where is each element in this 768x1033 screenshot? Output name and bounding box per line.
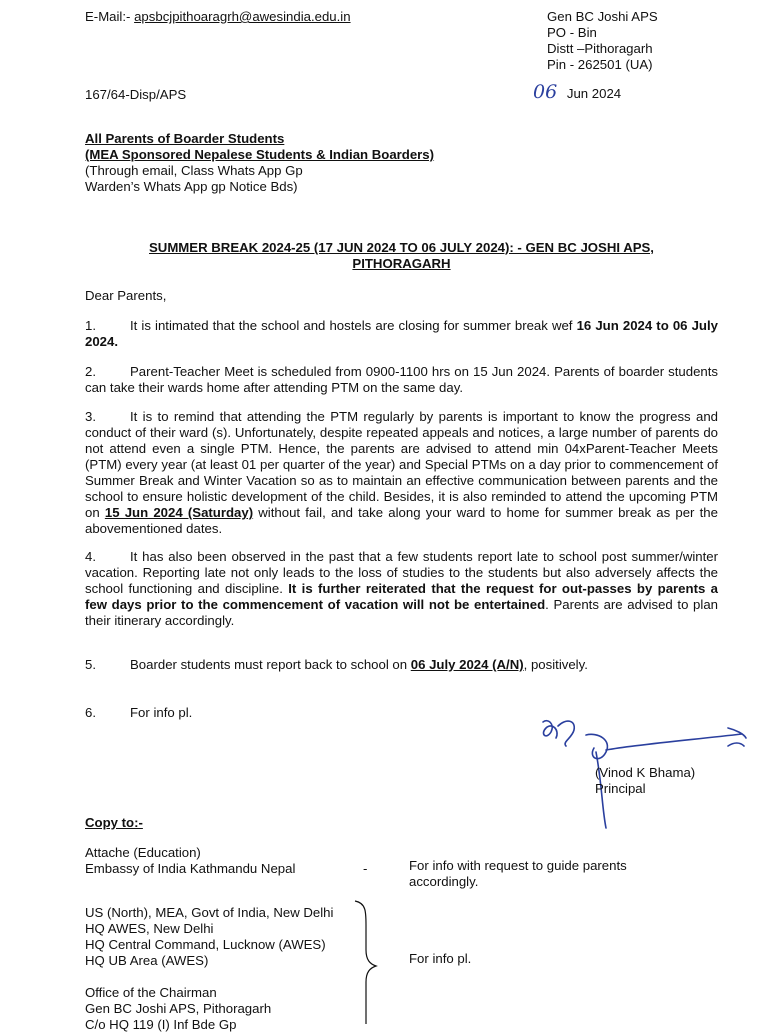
recipient-line: Office of the Chairman (85, 985, 217, 1000)
address-line: Distt –Pithoragarh (547, 41, 653, 56)
paragraph-text: without fail, and take along your ward to home for summer break as per the abovementioned dates. (85, 505, 718, 536)
copy-to-heading: Copy to:- (85, 815, 143, 830)
recipient-line: HQ UB Area (AWES) (85, 953, 209, 968)
paragraph-bold-underline: 15 Jun 2024 (Saturday) (104, 505, 254, 520)
paragraph-number: 3. (85, 409, 96, 424)
signature-block (595, 765, 695, 797)
paragraph-text: It is to remind that attending the PTM regularly by parents is important to know the progress and conduct of their ward (s). Unfortunately, despite repeated appeals and notices, a large number of parents do not attend even a single PTM. Hence, the parents are advised to attend min 04xParent-Teacher Meets (PTM) every year (at least 01 per quarter of the year) and Special PTMs on a day prior to commencement of Summer Break and Winter Vacation so as to maintain an effective communication between parents and the school to ensure holistic development of the child. Besides, it is also reminded to attend the upcoming PTM on (85, 409, 718, 520)
group-1-dash: - (363, 861, 368, 876)
paragraph-text: . Parents are advised to plan their itinerary accordingly. (85, 597, 718, 628)
handwritten-day: 06 (533, 81, 558, 103)
paragraph-bold: It is further reiterated that the request for out-passes by parents a few days prior to the commencement of vacation will not be entertained (85, 581, 718, 612)
paragraph-bold-underline: 06 July 2024 (A/N) (410, 657, 524, 672)
copy-to-group-1 (85, 845, 295, 877)
addressee-line: (MEA Sponsored Nepalese Students & Indian Boarders) (85, 147, 435, 162)
recipient-line: US (North), MEA, Govt of India, New Delhi (85, 905, 334, 920)
recipient-line: HQ Central Command, Lucknow (AWES) (85, 937, 326, 952)
addressee-line: (Through email, Class Whats App Gp (85, 163, 303, 178)
recipient-line: Attache (Education) (85, 845, 201, 860)
date-month-year: Jun 2024 (566, 86, 622, 101)
recipient-line: Embassy of India Kathmandu Nepal (85, 861, 296, 876)
signatory-title: Principal (595, 781, 646, 796)
subject-line: SUMMER BREAK 2024-25 (17 JUN 2024 TO 06 JULY 2024): - GEN BC JOSHI APS, (149, 240, 654, 255)
recipient-line: HQ AWES, New Delhi (85, 921, 214, 936)
subject-line: PITHORAGARH (352, 256, 451, 271)
email-link[interactable]: apsbcjpithoaragrh@awesindia.edu.in (134, 9, 351, 24)
group-2-note: For info pl. (409, 951, 472, 966)
address-line: PO - Bin (547, 25, 597, 40)
paragraph-text: Parent-Teacher Meet is scheduled from 0900-1100 hrs on 15 Jun 2024. Parents of boarder students can take their wards home after attending PTM on the same day. (85, 364, 718, 395)
paragraph-bold: 16 Jun 2024 to 06 July 2024. (85, 318, 718, 349)
paragraph-number: 2. (85, 364, 96, 379)
paragraph-number: 6. (85, 705, 96, 720)
email-label: E-Mail:- (85, 9, 135, 24)
address-line: Pin - 262501 (UA) (547, 57, 653, 72)
recipient-line: C/o HQ 119 (I) Inf Bde Gp (85, 1017, 237, 1032)
paragraph-text: It is intimated that the school and hostels are closing for summer break wef (130, 318, 577, 333)
paragraph-number: 1. (85, 318, 96, 333)
paragraph-text: Boarder students must report back to school on (130, 657, 411, 672)
address-line: Gen BC Joshi APS (547, 9, 658, 24)
paragraph-text: For info pl. (130, 705, 193, 720)
signatory-name: (Vinod K Bhama) (595, 765, 696, 780)
paragraph-text: , positively. (523, 657, 588, 672)
addressee-line: Warden’s Whats App gp Notice Bds) (85, 179, 298, 194)
reference-number: 167/64-Disp/APS (85, 87, 187, 102)
paragraph-number: 5. (85, 657, 96, 672)
recipient-line: Gen BC Joshi APS, Pithoragarh (85, 1001, 272, 1016)
addressee-line: All Parents of Boarder Students (85, 131, 285, 146)
group-1-note (409, 858, 627, 890)
note-line: accordingly. (409, 874, 479, 889)
paragraph-number: 4. (85, 549, 96, 564)
note-line: For info with request to guide parents (409, 858, 627, 873)
paragraph-text: It has also been observed in the past that a few students report late to school post summer/winter vacation. Reporting late not only leads to the loss of studies to the students but also adversely affects the school functioning and discipline. (85, 549, 718, 596)
copy-to-group-3 (85, 985, 271, 1033)
salutation: Dear Parents, (85, 288, 167, 303)
copy-to-group-2 (85, 905, 333, 969)
